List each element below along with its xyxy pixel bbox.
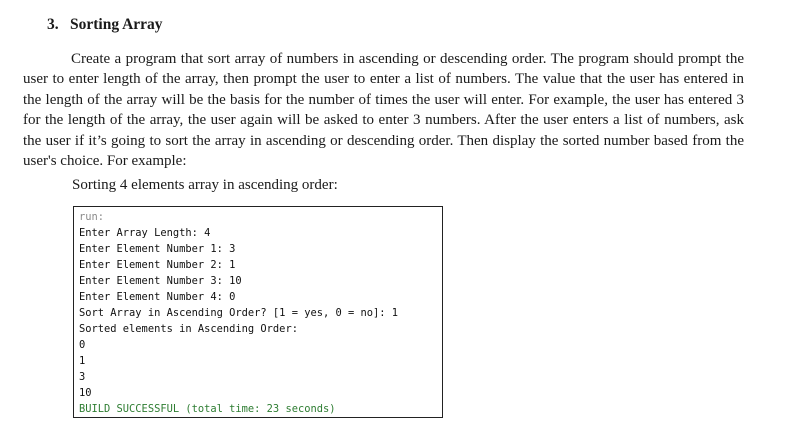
console-output-box [73,206,443,418]
console-line-sorted-header: Sorted elements in Ascending Order: [79,323,298,335]
console-line-element-3: Enter Element Number 3: 10 [79,275,242,287]
section-heading [47,16,163,34]
description-paragraph [23,49,744,171]
section-title: Sorting Array [70,16,163,33]
console-line-array-length: Enter Array Length: 4 [79,227,211,239]
console-line-run: run: [79,211,105,223]
console-line-element-2: Enter Element Number 2: 1 [79,259,236,271]
example-caption: Sorting 4 elements array in ascending order: [72,177,338,193]
console-line-element-1: Enter Element Number 1: 3 [79,243,236,255]
console-line-sorted-value: 10 [79,387,92,399]
section-number: 3. [47,16,59,33]
console-line-build-status: BUILD SUCCESSFUL (total time: 23 seconds) [79,403,336,415]
console-line-element-4: Enter Element Number 4: 0 [79,291,236,303]
console-line-sort-prompt: Sort Array in Ascending Order? [1 = yes, 0 = no]: 1 [79,307,399,319]
description-text: Create a program that sort array of numbers in ascending or descending order. The program should prompt the user to enter length of the array, then prompt the user to enter a list of numbers. The value that the user has entered in the length of the array will be the basis for the number of times the user will enter. For example, the user has entered 3 for the length of the array, the user again will be asked to enter 3 numbers. After the user enters a list of numbers, ask the user if it’s going to sort the array in ascending or descending order. Then display the sorted number based from the user's choice. For example: [23,51,744,170]
console-line-sorted-value: 0 [79,339,86,351]
console-line-sorted-value: 3 [79,371,86,383]
console-line-sorted-value: 1 [79,355,86,367]
